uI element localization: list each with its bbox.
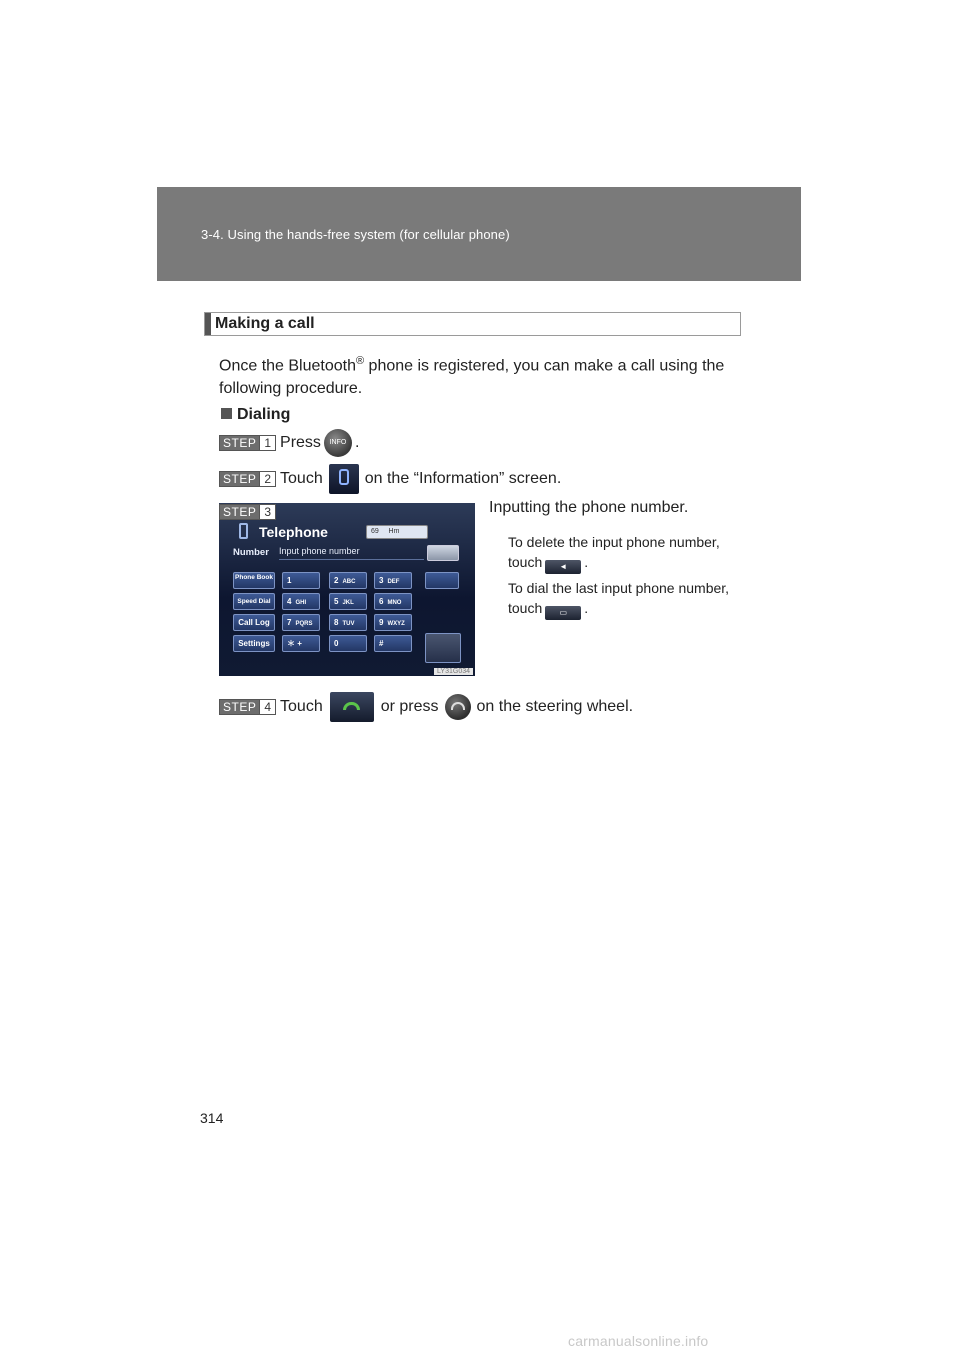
redial-key bbox=[425, 572, 459, 589]
screen-title: Telephone bbox=[259, 524, 328, 540]
digit-key: 2 ABC bbox=[329, 572, 367, 589]
steering-phone-switch-icon bbox=[445, 694, 471, 720]
step-3-text: Inputting the phone number. bbox=[489, 499, 689, 516]
registered-mark: ® bbox=[355, 355, 365, 367]
step-2 bbox=[219, 464, 561, 494]
digit-key: 3 DEF bbox=[374, 572, 412, 589]
section-heading: 3-4. Using the hands-free system (for cellular phone) bbox=[201, 227, 510, 242]
digit-key: ＊ + bbox=[282, 635, 320, 652]
subheading-dialing bbox=[221, 406, 290, 424]
digit-key: 7 PQRS bbox=[282, 614, 320, 631]
call-key bbox=[425, 633, 461, 663]
note-redial: To dial the last input phone number, touch ▭ . bbox=[508, 578, 740, 620]
step-1-text: Press bbox=[280, 434, 321, 451]
settings-key: Settings bbox=[233, 635, 275, 652]
phone-book-key: Phone Book bbox=[233, 572, 275, 589]
step-4-end: on the steering wheel. bbox=[476, 698, 634, 715]
status-indicator: 69 Hm bbox=[366, 525, 428, 539]
backspace-button bbox=[427, 545, 459, 561]
step-2-end: on the “Information” screen. bbox=[364, 470, 562, 487]
intro-text-1: Once the Bluetooth bbox=[219, 357, 356, 375]
digit-key: 8 TUV bbox=[329, 614, 367, 631]
digit-key: 5 JKL bbox=[329, 593, 367, 610]
telephone-icon bbox=[329, 464, 359, 494]
info-button-icon: INFO bbox=[324, 429, 352, 457]
phone-icon bbox=[239, 523, 248, 539]
digit-key: # bbox=[374, 635, 412, 652]
subheading-label: Dialing bbox=[237, 406, 291, 423]
digit-key: 9 WXYZ bbox=[374, 614, 412, 631]
intro-text-2: phone is registered, you can make a call using the following procedure. bbox=[219, 357, 725, 398]
step-4 bbox=[219, 692, 633, 722]
page-number: 314 bbox=[200, 1110, 224, 1126]
digit-key: 4 GHI bbox=[282, 593, 320, 610]
section-title: Making a call bbox=[215, 315, 315, 332]
note-delete: To delete the input phone number, touch ◄ . bbox=[508, 532, 740, 574]
digit-key: 1 bbox=[282, 572, 320, 589]
backspace-mini-icon: ◄ bbox=[545, 560, 581, 574]
digit-key: 6 MNO bbox=[374, 593, 412, 610]
step-badge: STEP 2 bbox=[219, 471, 276, 487]
step-badge: STEP 3 bbox=[219, 504, 276, 520]
field-underline bbox=[279, 559, 424, 560]
image-code: LY31G034 bbox=[434, 668, 473, 675]
number-label: Number bbox=[233, 547, 269, 558]
square-bullet-icon bbox=[221, 408, 232, 419]
digit-key: 0 bbox=[329, 635, 367, 652]
section-accent bbox=[205, 313, 211, 335]
step-2-text: Touch bbox=[280, 470, 323, 487]
step-1 bbox=[219, 429, 359, 457]
call-log-key: Call Log bbox=[233, 614, 275, 631]
step-3 bbox=[219, 504, 280, 520]
speed-dial-key: Speed Dial bbox=[233, 593, 275, 610]
step-1-end: . bbox=[354, 434, 360, 451]
watermark: carmanualsonline.info bbox=[568, 1333, 709, 1349]
step-badge: STEP 4 bbox=[219, 699, 276, 715]
intro-paragraph bbox=[219, 350, 744, 400]
step-badge: STEP 1 bbox=[219, 435, 276, 451]
number-input-field: Input phone number bbox=[279, 546, 360, 556]
redial-mini-icon: ▭ bbox=[545, 606, 581, 620]
step-4-text: Touch bbox=[280, 698, 323, 715]
section-title-bar bbox=[204, 312, 741, 336]
telephone-screen-image bbox=[219, 503, 475, 676]
step-4-mid: or press bbox=[380, 698, 439, 715]
header-band bbox=[157, 187, 801, 281]
call-button-icon bbox=[330, 692, 374, 722]
